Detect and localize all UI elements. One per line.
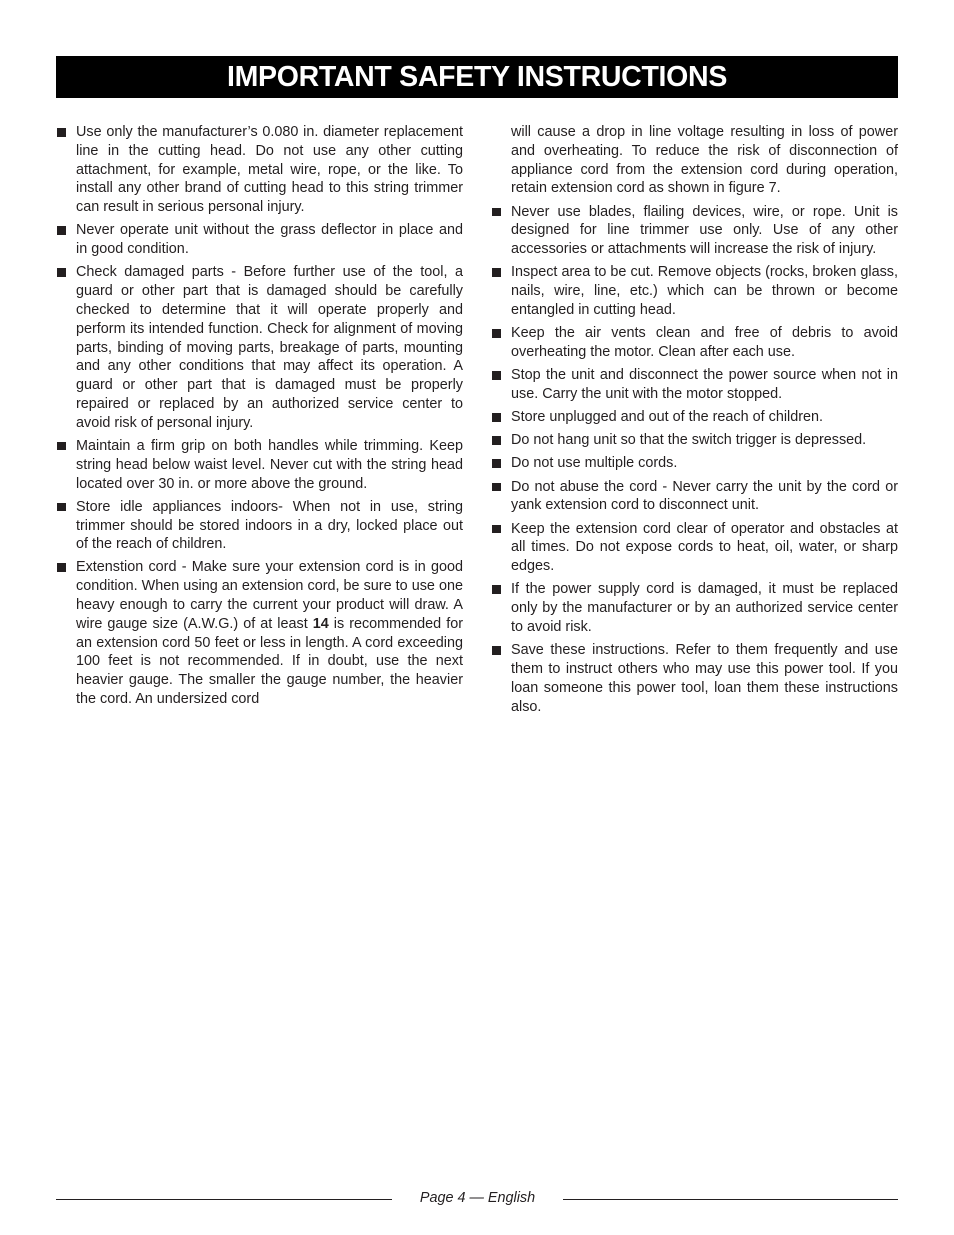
list-item: [491, 641, 898, 716]
list-item: [56, 123, 463, 217]
list-item: [491, 520, 898, 576]
right-instruction-list: [491, 203, 898, 717]
list-item-text: Extenstion cord - Make sure your extension cord is in good condition. When using an extension cord, be sure to use one heavy enough to carry the current your product will draw. A wire gauge size (A.W.G.) of at least: [76, 559, 463, 632]
footer-divider-left: [56, 1199, 392, 1200]
list-item-text: is recommended for an extension cord 50 feet or less in length. A cord exceeding 100 feet is not recommended. If in doubt, use the next heavier gauge. The smaller the gauge number, the heavier the cord. An undersized cord: [76, 615, 463, 708]
square-bullet-icon: [492, 585, 501, 594]
page-number-label: Page 4 — English: [419, 1190, 536, 1206]
list-item-text: Save these instructions. Refer to them frequently and use them to instruct others who may use this power tool. If you loan someone this power tool, loan them these instructions also.: [511, 642, 898, 715]
list-item-text: If the power supply cord is damaged, it must be replaced only by the manufacturer or by an authorized service center to avoid risk.: [511, 581, 898, 636]
list-item: [56, 558, 463, 708]
list-item: [56, 437, 463, 493]
list-item: [56, 221, 463, 259]
square-bullet-icon: [492, 413, 501, 422]
list-item-text: Never operate unit without the grass deflector in place and in good condition.: [76, 222, 463, 258]
list-item: [491, 203, 898, 259]
square-bullet-icon: [492, 329, 501, 338]
list-item: [491, 366, 898, 404]
list-item-text: Store idle appliances indoors- When not in use, string trimmer should be stored indoors in a dry, locked place out of the reach of children.: [76, 498, 463, 553]
list-item-text: Do not hang unit so that the switch trigger is depressed.: [511, 432, 867, 449]
left-column: [56, 123, 463, 713]
list-item: [491, 263, 898, 319]
list-item-text: Do not abuse the cord - Never carry the unit by the cord or yank extension cord to disconnect unit.: [511, 478, 898, 514]
list-item-text: Inspect area to be cut. Remove objects (rocks, broken glass, nails, wire, line, etc.) which can be thrown or become entangled in cutting head.: [511, 264, 898, 318]
square-bullet-icon: [492, 208, 501, 217]
left-instruction-list: [56, 123, 463, 709]
square-bullet-icon: [492, 371, 501, 380]
square-bullet-icon: [492, 483, 501, 492]
page-title: IMPORTANT SAFETY INSTRUCTIONS: [226, 60, 728, 93]
square-bullet-icon: [57, 268, 66, 277]
list-item: [491, 324, 898, 362]
square-bullet-icon: [57, 128, 66, 137]
square-bullet-icon: [492, 646, 501, 655]
square-bullet-icon: [57, 226, 66, 235]
list-item-text: Do not use multiple cords.: [511, 455, 678, 472]
square-bullet-icon: [492, 459, 501, 468]
list-item-text: Store unplugged and out of the reach of children.: [511, 409, 824, 426]
list-item: [491, 408, 898, 427]
continued-paragraph: will cause a drop in line voltage resulting in loss of power and overheating. To reduce the risk of disconnection of appliance cord from the extension cord during operation, retain extension cord as shown in figure 7.: [511, 124, 898, 197]
list-item-text: Maintain a firm grip on both handles while trimming. Keep string head below waist level. Never cut with the string head located over 30 in. or more above the ground.: [76, 437, 463, 492]
list-item-text: Never use blades, flailing devices, wire, or rope. Unit is designed for line trimmer use only. Use of any other accessories or attachments will increase the risk of injury.: [511, 203, 898, 258]
square-bullet-icon: [57, 442, 66, 451]
list-item: [491, 431, 898, 450]
wire-gauge-value: 14: [312, 615, 329, 632]
list-item: [56, 263, 463, 432]
list-item-text: Keep the air vents clean and free of debris to avoid overheating the motor. Clean after each use.: [511, 325, 898, 360]
list-item: [491, 454, 898, 473]
square-bullet-icon: [492, 525, 501, 534]
list-item-text: Stop the unit and disconnect the power source when not in use. Carry the unit with the motor stopped.: [511, 367, 898, 402]
list-item-text: Use only the manufacturer’s 0.080 in. diameter replacement line in the cutting head. Do not use any other cutting attachment, for example, metal wire, rope, or the like. To install any other brand of cutting head to this string trimmer can result in serious personal injury.: [76, 124, 463, 216]
list-item: [491, 478, 898, 516]
list-item: [56, 498, 463, 554]
square-bullet-icon: [492, 268, 501, 277]
list-item: [491, 580, 898, 636]
square-bullet-icon: [57, 563, 66, 572]
list-item-text: Check damaged parts - Before further use of the tool, a guard or other part that is damaged should be carefully checked to determine that it will operate properly and perform its intended function. Check for alignment of moving parts, binding of moving parts, breakage of parts, mounting and any other conditions that may affect its operation. A guard or other part that is damaged must be properly repaired or replaced by an authorized service center to avoid risk of personal injury.: [76, 264, 463, 431]
square-bullet-icon: [57, 503, 66, 512]
right-column: [491, 123, 898, 721]
square-bullet-icon: [492, 436, 501, 445]
footer-divider-right: [563, 1199, 898, 1200]
page-title-bar: [56, 56, 898, 98]
list-item-text: Keep the extension cord clear of operator and obstacles at all times. Do not expose cords to heat, oil, water, or sharp edges.: [511, 520, 898, 575]
